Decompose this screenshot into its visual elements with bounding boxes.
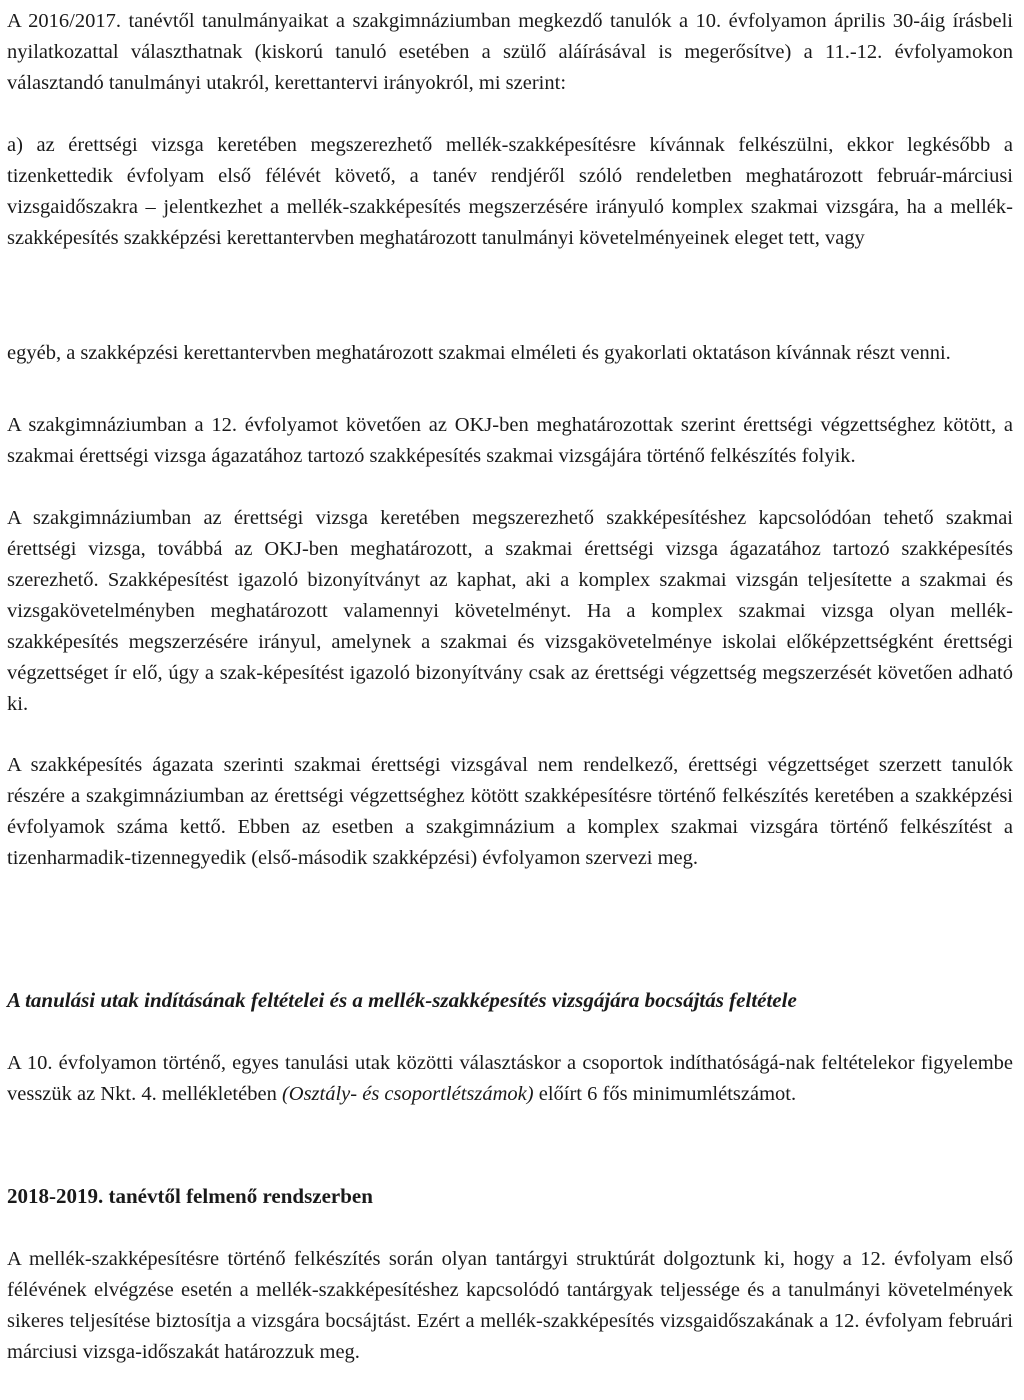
section-heading-conditions: A tanulási utak indításának feltételei és a mellék-szakképesítés vizsgájára bocsájtás feltétele — [7, 988, 797, 1012]
appendix-title: (Osztály- és csoportlétszámok) — [281, 1083, 534, 1105]
paragraph-exam-period: A mellék-szakképesítésre történő felkészítés során olyan tantárgyi struktúrát dolgoztunk ki, hogy a 12. évfolyam első félévének elvégzése esetén a mellék-szakképesítéshez kapcsolódó tantárgyak teljessége és a tanulmányi követelmények sikeres teljesítése biztosítja a vizsgára bocsájtást. Ezért a mellék-szakképesítés vizsgaidőszakának a 12. évfolyam februári márciusi vizsga-időszakát határozzuk meg. — [7, 1248, 1013, 1363]
paragraph-option-a: a) az érettségi vizsga keretében megszerezhető mellék-szakképesítésre kívánnak felkészülni, ekkor legkésőbb a tizenkettedik évfolyam első félévét követő, a tanév rendjéről szóló rendeletben meghatározott február-márciusi vizsgaidőszakra – jelentkezhet a mellék-szakképesítés megszerzésére irányuló komplex szakmai vizsgára, ha a mellék-szakképesítés szakképzési kerettantervben meghatározott tanulmányi követelményeinek eleget tett, vagy — [7, 134, 1013, 249]
paragraph-minimum-headcount-end: előírt 6 fős minimumlétszámot. — [533, 1083, 797, 1105]
paragraph-minimum-headcount-text: A 10. évfolyamon történő, egyes tanulási utak közötti választáskor a csoportok indíthatóságá-nak feltételekor figyelembe vesszük az Nkt. 4. mellékletében — [7, 1052, 1013, 1105]
paragraph-option-b: egyéb, a szakképzési kerettantervben meghatározott szakmai elméleti és gyakorlati oktatáson kívánnak részt venni. — [7, 342, 951, 364]
section-heading-2018-2019: 2018-2019. tanévtől felmenő rendszerben — [7, 1184, 373, 1208]
paragraph-certification: A szakgimnáziumban az érettségi vizsga keretében megszerezhető szakképesítéshez kapcsolódóan tehető szakmai érettségi vizsga, továbbá az OKJ-ben meghatározott, a szakmai érettségi vizsga ágazatához tartozó szakképesítés szerezhető. Szakképesítést igazoló bizonyítványt az kaphat, aki a komplex szakmai vizsgán teljesítette a szakmai és vizsgakövetelményben meghatározott valamennyi követelményt. Ha a komplex szakmai vizsga olyan mellék-szakképesítés megszerzésére irányul, amelynek a szakmai és vizsgakövetelménye iskolai előképzettségként érettségi végzettséget ír elő, úgy a szak-képesítést igazoló bizonyítvány csak az érettségi végzettség megszerzését követően adható ki. — [7, 507, 1013, 715]
paragraph-vocational-years: A szakképesítés ágazata szerinti szakmai érettségi vizsgával nem rendelkező, érettségi végzettséget szerzett tanulók részére a szakgimnáziumban az érettségi végzettséghez kötött szakképesítésre történő felkészítés keretében a szakképzési évfolyamok száma kettő. Ebben az esetben a szakgimnázium a komplex szakmai vizsgára történő felkészítést a tizenharmadik-tizennegyedik (első-második szakképzési) évfolyamon szervezi meg. — [7, 754, 1013, 869]
paragraph-intro: A 2016/2017. tanévtől tanulmányaikat a szakgimnáziumban megkezdő tanulók a 10. évfolyamon április 30-áig írásbeli nyilatkozattal választhatnak (kiskorú tanuló esetében a szülő aláírásával is megerősítve) a 11.-12. évfolyamokon választandó tanulmányi utakról, kerettantervi irányokról, mi szerint: — [7, 10, 1013, 94]
paragraph-grade-12: A szakgimnáziumban a 12. évfolyamot követően az OKJ-ben meghatározottak szerint érettségi végzettséghez kötött, a szakmai érettségi vizsga ágazatához tartozó szakképesítés szakmai vizsgájára történő felkészítés folyik. — [7, 414, 1013, 467]
paragraph-minimum-headcount — [7, 1048, 1013, 1110]
